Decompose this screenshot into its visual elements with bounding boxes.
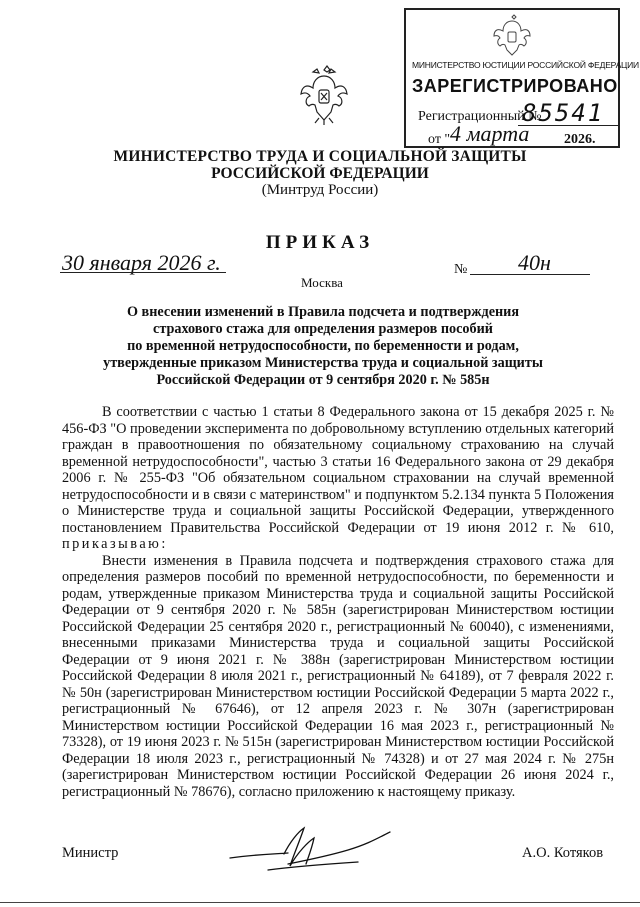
order-date-underline [60,272,226,273]
subject-line: утвержденные приказом Министерства труда и социальной защиты [103,355,543,371]
order-body [62,404,614,800]
stamp-date-label: от " [428,132,451,147]
subject-line: Российской Федерации от 9 сентября 2020 г. № 585н [156,372,490,388]
page-bottom-rule [0,902,640,903]
stamp-emblem [492,14,532,58]
order-subject [88,304,558,389]
document-type-title: ПРИКАЗ [265,232,375,253]
subject-line: по временной нетрудоспособности, по беременности и родам, [127,338,519,354]
stamp-number-label: Регистрационный № [418,109,542,124]
ministry-name-line2: РОССИЙСКОЙ ФЕДЕРАЦИИ [211,165,429,182]
order-number: 40н [518,250,551,275]
handwritten-signature [228,824,398,874]
registration-stamp [404,8,639,148]
order-command: приказываю: [62,536,168,552]
stamp-year: 2026. [564,132,596,147]
order-number-label: № [454,262,468,277]
body-paragraph-1 [62,404,614,553]
stamp-date: 4 марта [450,121,530,146]
city: Москва [301,275,343,290]
stamp-ministry-name: МИНИСТЕРСТВО ЮСТИЦИИ РОССИЙСКОЙ ФЕДЕРАЦИИ [412,60,639,70]
signer-role: Министр [62,845,119,861]
stamp-status: ЗАРЕГИСТРИРОВАНО [412,76,618,96]
order-date: 30 января 2026 г. [62,250,221,275]
stamp-number-underline [518,125,618,126]
ministry-short-name: (Минтруд России) [261,182,379,198]
body-paragraph-1-text: В соответствии с частью 1 статьи 8 Федерального закона от 15 декабря 2025 г. № 456-ФЗ "О проведении эксперимента по добровольному вступлению отдельных категорий граждан в правоотношения по обязательному социальному страхованию на случай временной нетрудоспособности", частью 3 статьи 16 Федерального закона от 29 декабря 2006 г. № 255-ФЗ "Об обязательном социальном страховании на случай временной нетрудоспособности и в связи с материнством" и подпунктом 5.2.134 пункта 5 Положения о Министерстве труда и социальной защиты Российской Федерации, утвержденного постановлением Правительства Российской Федерации от 19 июня 2012 г. № 610, [62,404,614,536]
subject-line: О внесении изменений в Правила подсчета и подтверждения [126,304,520,320]
coat-of-arms-emblem [299,64,349,126]
order-number-underline [470,274,590,275]
body-paragraph-2: Внести изменения в Правила подсчета и подтверждения страхового стажа для определения размеров пособий по временной нетрудоспособности, по беременности и родам, утвержденные приказом Министерства труда и социальной защиты Российской Федерации от 9 сентября 2020 г. № 585н (зарегистрирован Министерством юстиции Российской Федерации 25 сентября 2020 г., регистрационный № 60040), с изменениями, внесенными приказами Министерства труда и социальной защиты Российской Федерации от 9 июня 2021 г. № 388н (зарегистрирован Министерством юстиции Российской Федерации 8 июля 2021 г., регистрационный № 64189), от 7 февраля 2022 г. № 50н (зарегистрирован Министерством юстиции Российской Федерации 5 марта 2022 г., регистрационный № 67646), от 12 апреля 2023 г. № 307н (зарегистрирован Министерством юстиции Российской Федерации 16 мая 2023 г., регистрационный № 73328), от 19 июня 2023 г. № 515н (зарегистрирован Министерством юстиции Российской Федерации 18 июля 2023 г., регистрационный № 74328) и от 27 мая 2024 г. № 275н (зарегистрирован Министерством юстиции Российской Федерации 26 июня 2024 г., регистрационный № 78676), согласно приложению к настоящему приказу. [62,552,614,800]
subject-line: страхового стажа для определения размеров пособий [153,321,493,337]
signer-name: А.О. Котяков [522,845,604,861]
ministry-name-line1: МИНИСТЕРСТВО ТРУДА И СОЦИАЛЬНОЙ ЗАЩИТЫ [113,148,527,165]
stamp-number: 85541 [522,99,605,127]
